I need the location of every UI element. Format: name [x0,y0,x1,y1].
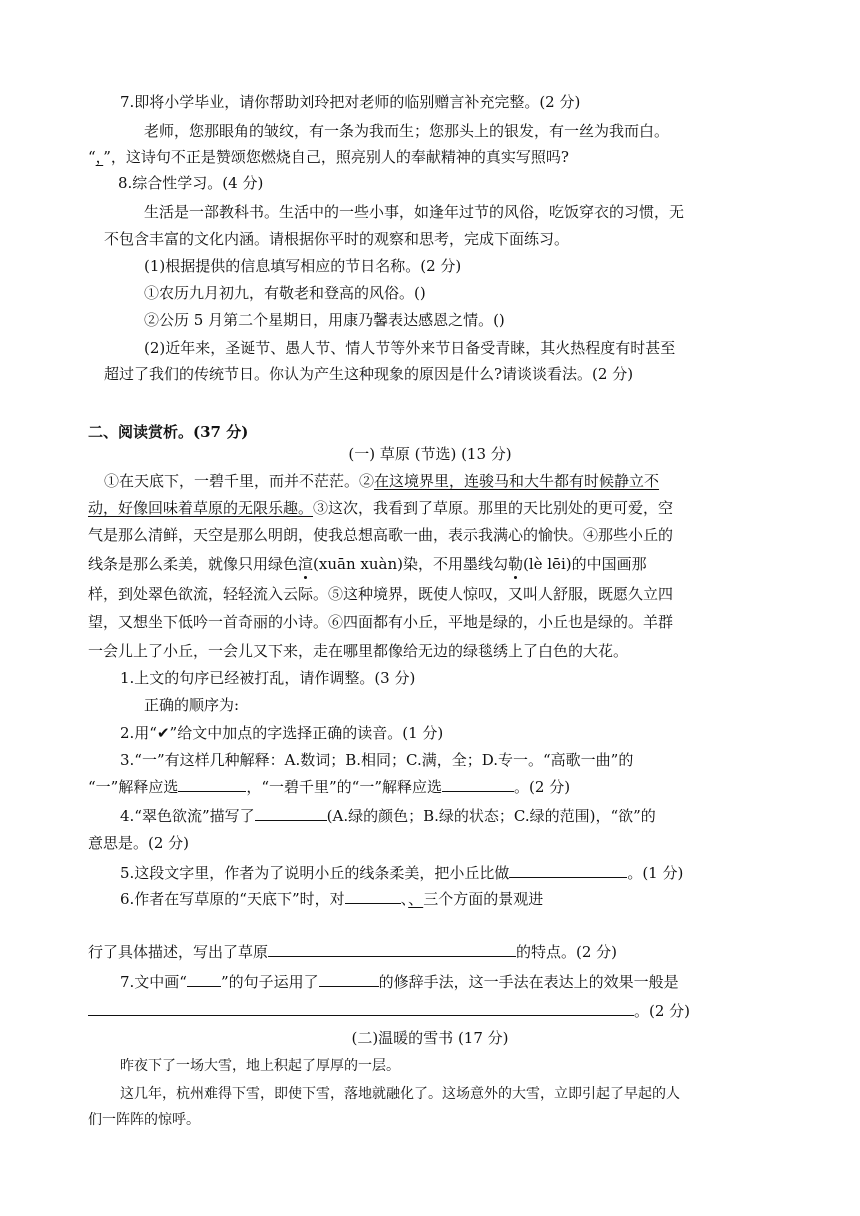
passage1-line6: 望，又想坐下低吟一首奇丽的小诗。⑥四面都有小丘，平地是绿的，小丘也是绿的。羊群 [88,613,674,631]
passage1-underlined-2: 动，好像回味着草原的无限乐趣。 [88,499,314,517]
q8-intro-line1: 生活是一部教科书。生活中的一些小事，如逢年过节的风俗，吃饭穿衣的习惯，无 [144,203,685,221]
q3-text-c: 。(2 分) [514,778,571,796]
dotted-char-le: 勒 [508,553,523,576]
q7-title: 7.即将小学毕业，请你帮助刘玲把对老师的临别赠言补充完整。(2 分) [120,93,581,111]
q3-blank-1[interactable] [178,777,246,792]
q6-blank-3[interactable] [268,942,516,957]
q7-text-line2 [88,146,569,169]
reading-q4-line2: 意思是。(2 分) [88,834,190,852]
q4-blank[interactable] [255,806,327,821]
reading-q7-line1 [120,971,679,994]
q6-text-a: 6.作者在写草原的“天底下”时，对 [120,890,345,908]
reading-q2: 2.用“✔”给文中加点的字选择正确的读音。(1 分) [120,724,444,742]
reading-q6-line1 [120,888,543,911]
q7-rest: ”，这诗句不正是赞颂您燃烧自己，照亮别人的奉献精神的真实写照吗? [103,148,569,166]
q6-text-b: 、 [400,890,409,908]
q5-text-a: 5.这段文字里，作者为了说明小丘的线条柔美，把小丘比做 [120,864,510,882]
q8-item1: ①农历九月初九，有敬老和登高的风俗。() [144,284,426,302]
reading-q6-line2 [88,941,617,964]
q7r-text-b: ”的句子运用了 [220,973,319,991]
passage1-l2-plain: ③这次，我看到了草原。那里的天比别处的更可爱，空 [313,499,674,517]
q7-open-quote: “ [88,148,96,166]
reading-q5 [120,862,683,885]
q8-sub2-line2: 超过了我们的传统节日。你认为产生这种现象的原因是什么?请谈谈看法。(2 分) [104,365,634,383]
passage1-line2 [88,497,673,520]
q3-blank-2[interactable] [442,777,514,792]
dotted-char-xuan: 渲 [298,553,313,576]
passage1-underlined-1: 在这境界里，连骏马和大牛都有时候静立不 [374,472,660,490]
passage2-line3: 们一阵阵的惊呼。 [88,1112,200,1128]
q7-fill-blank[interactable]: ， [95,148,104,166]
q7r-text-c: 的修辞手法，这一手法在表达上的效果一般是 [378,973,679,991]
q6-text-f: 的特点。(2 分) [516,943,618,961]
q5-text-b: 。(1 分) [627,864,684,882]
passage1-line3: 气是那么清鲜，天空是那么明朗，使我总想高歌一曲，表示我满心的愉快。④那些小丘的 [88,526,674,544]
q7r-text-a: 7.文中画“ [120,973,187,991]
q3-text-a: “一”解释应选 [88,778,179,796]
q6-blank-1[interactable] [345,889,401,904]
q5-blank[interactable] [509,863,627,878]
passage2-title: (二)温暖的雪书 (17 分) [351,1029,509,1047]
reading-q1: 1.上文的句序已经被打乱，请作调整。(3 分) [120,669,416,687]
passage1-line5: 样，到处翠色欲流，轻轻流入云际。⑤这种境界，既使人惊叹，又叫人舒服，既愿久立四 [88,585,674,603]
passage1-l4-a: 线条是那么柔美，就像只用绿色 [88,555,299,573]
passage2-line2: 这几年，杭州难得下雪，即使下雪，落地就融化了。这场意外的大雪，立即引起了早起的人 [120,1086,680,1102]
q7-text-line1: 老师，您那眼角的皱纹，有一条为我而生；您那头上的银发，有一丝为我而白。 [144,122,670,140]
reading-q3-line2 [88,776,570,799]
passage1-line7: 一会儿上了小丘，一会儿又下来，走在哪里都像给无边的绿毯绣上了白色的大花。 [88,642,629,660]
q7r-text-d: 。(2 分) [634,1002,691,1020]
q7r-blank-1[interactable] [319,972,379,987]
passage2-line1: 昨夜下了一场大雪，地上积起了厚厚的一层。 [120,1058,400,1074]
pinyin-choice-le[interactable]: (lè lēi)的中国画那 [522,555,647,573]
q7r-blank-2[interactable] [88,1001,634,1016]
q4-text-a: 4.“翠色欲流”描写了 [120,807,255,825]
reading-q7-line2 [88,1000,690,1023]
passage1-title: (一) 草原 (节选) (13 分) [348,445,512,463]
q6-text-d: 三个方面的景观进 [423,890,544,908]
reading-q1-answer-label: 正确的顺序为: [144,696,240,714]
q4-text-b: (A.绿的颜色；B.绿的状态；C.绿的范围)，“欲”的 [326,807,656,825]
q8-item2: ②公历 5 月第二个星期日，用康乃馨表达感恩之情。() [144,311,505,329]
passage1-l1-plain: ①在天底下，一碧千里，而并不茫茫。② [104,472,375,490]
q8-sub1: (1)根据提供的信息填写相应的节日名称。(2 分) [144,257,462,275]
q3-text-b: ，“一碧千里”的“一”解释应选 [246,778,443,796]
q6-text-e: 行了具体描述，写出了草原 [88,943,269,961]
passage1-line4 [88,553,647,576]
q8-sub2-line1: (2)近年来，圣诞节、愚人节、情人节等外来节日备受青睐，其火热程度有时甚至 [144,339,676,357]
passage1-line1 [104,470,659,493]
pinyin-choice-xuan[interactable]: (xuān xuàn)染，不用墨线勾 [313,555,508,573]
reading-q3-line1: 3.“一”有这样几种解释：A.数词；B.相同；C.满，全；D.专一。“高歌一曲”的 [120,751,634,769]
q8-intro-line2: 不包含丰富的文化内涵。请根据你平时的观察和思考，完成下面练习。 [104,230,570,248]
q6-blank-2[interactable]: 、 [408,890,424,908]
reading-q4-line1 [120,805,656,828]
section2-heading: 二、阅读赏析。(37 分) [88,423,249,441]
q7r-underline-sample [187,972,221,987]
q8-title: 8.综合性学习。(4 分) [118,174,264,192]
